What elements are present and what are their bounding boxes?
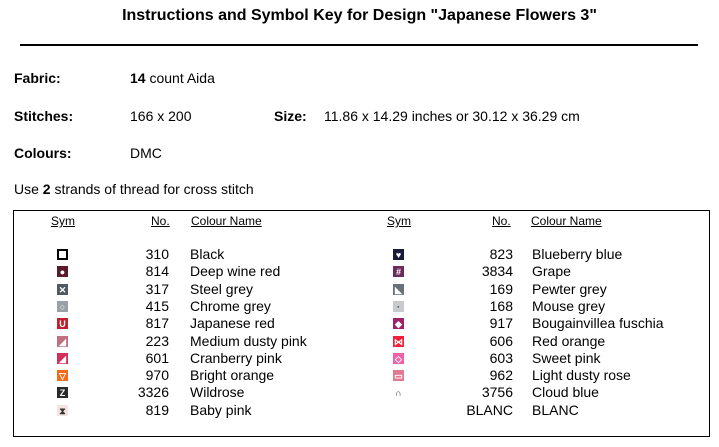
size-label: Size: bbox=[274, 108, 307, 124]
thread-number: 3326 bbox=[137, 384, 169, 401]
thread-number: 606 bbox=[489, 332, 513, 349]
thread-colour-name: Blueberry blue bbox=[532, 246, 623, 262]
thread-number: 310 bbox=[145, 246, 169, 262]
header-no-right: No. bbox=[492, 214, 511, 228]
stitches-label: Stitches: bbox=[14, 108, 74, 124]
thread-number: 823 bbox=[489, 246, 513, 262]
size-value: 11.86 x 14.29 inches or 30.12 x 36.29 cm bbox=[324, 108, 580, 124]
thread-colour-name: BLANC bbox=[532, 401, 579, 418]
strands-pre: Use bbox=[14, 181, 43, 197]
thread-colour-name: Cloud blue bbox=[532, 384, 599, 401]
colours-label: Colours: bbox=[14, 145, 72, 161]
thread-symbol-icon: ✕ bbox=[58, 284, 67, 295]
thread-number: 917 bbox=[489, 315, 513, 332]
thread-number: 3756 bbox=[481, 384, 513, 401]
thread-symbol-icon: ● bbox=[57, 266, 68, 277]
strands-count: 2 bbox=[42, 181, 51, 197]
thread-symbol-icon bbox=[393, 405, 404, 416]
thread-symbol-icon: ⋈ bbox=[394, 336, 403, 347]
title-divider bbox=[20, 44, 698, 46]
colours-value: DMC bbox=[130, 145, 162, 161]
thread-number: 223 bbox=[145, 332, 169, 349]
thread-colour-name: Mouse grey bbox=[532, 297, 606, 314]
thread-colour-name: Pewter grey bbox=[532, 280, 607, 297]
thread-symbol-icon: ♥ bbox=[393, 249, 404, 260]
thread-colour-name: Medium dusty pink bbox=[190, 332, 307, 349]
thread-number: 817 bbox=[145, 315, 169, 332]
stitches-value: 166 x 200 bbox=[130, 108, 192, 124]
header-no-left: No. bbox=[151, 214, 170, 228]
thread-symbol-icon: ◣ bbox=[393, 284, 404, 295]
thread-number: 603 bbox=[489, 349, 513, 366]
thread-number: 169 bbox=[489, 280, 513, 297]
thread-colour-name: Japanese red bbox=[190, 315, 275, 332]
thread-colour-name: Sweet pink bbox=[532, 349, 601, 366]
thread-symbol-icon: ◇ bbox=[393, 353, 404, 364]
thread-symbol-icon: ⧗ bbox=[57, 405, 68, 416]
thread-colour-name: Red orange bbox=[532, 332, 606, 349]
thread-number: 317 bbox=[145, 280, 169, 297]
thread-symbol-icon: ◢ bbox=[57, 353, 68, 364]
thread-colour-name: Light dusty rose bbox=[532, 367, 631, 384]
thread-number: 3834 bbox=[481, 263, 513, 280]
fabric-label: Fabric: bbox=[14, 70, 61, 86]
fabric-count: 14 bbox=[130, 70, 146, 86]
thread-number: BLANC bbox=[466, 401, 513, 418]
fabric-type: count Aida bbox=[145, 70, 215, 86]
thread-colour-name: Bright orange bbox=[190, 367, 275, 384]
strands-post: strands of thread for cross stitch bbox=[50, 181, 254, 197]
thread-number: 814 bbox=[145, 263, 169, 280]
thread-symbol-icon: ◢ bbox=[57, 336, 68, 347]
header-name-right: Colour Name bbox=[531, 214, 602, 228]
thread-number: 601 bbox=[145, 349, 169, 366]
thread-symbol-icon: Z bbox=[57, 387, 68, 398]
thread-colour-name: Chrome grey bbox=[190, 297, 271, 314]
header-sym-right: Sym bbox=[387, 214, 411, 228]
thread-number: 819 bbox=[145, 401, 169, 418]
thread-colour-name: Cranberry pink bbox=[190, 349, 282, 366]
strands-instruction bbox=[14, 181, 254, 197]
thread-symbol-icon: ◆ bbox=[393, 318, 404, 329]
thread-symbol-icon: ▽ bbox=[57, 370, 68, 381]
thread-symbol-icon: ○ bbox=[57, 301, 68, 312]
thread-number: 415 bbox=[145, 297, 169, 314]
header-sym-left: Sym bbox=[51, 214, 75, 228]
thread-number: 962 bbox=[489, 367, 513, 384]
thread-number: 970 bbox=[145, 367, 169, 384]
thread-colour-name: Baby pink bbox=[190, 401, 252, 418]
page-title: Instructions and Symbol Key for Design "Japanese Flowers 3" bbox=[122, 7, 597, 24]
thread-colour-name: Black bbox=[190, 246, 225, 262]
thread-symbol-icon: U bbox=[57, 318, 68, 329]
thread-colour-name: Bougainvillea fuschia bbox=[532, 315, 664, 332]
thread-colour-name: Wildrose bbox=[190, 384, 245, 401]
thread-colour-name: Grape bbox=[532, 263, 571, 280]
thread-symbol-icon: ∩ bbox=[393, 387, 404, 398]
thread-symbol-icon bbox=[57, 249, 68, 260]
thread-colour-name: Deep wine red bbox=[190, 263, 281, 280]
thread-symbol-icon: ▭ bbox=[394, 371, 403, 382]
fabric-value bbox=[130, 70, 215, 86]
thread-number: 168 bbox=[489, 297, 513, 314]
thread-symbol-icon: # bbox=[393, 266, 404, 277]
thread-symbol-icon: · bbox=[393, 301, 404, 312]
thread-colour-name: Steel grey bbox=[190, 280, 254, 297]
header-name-left: Colour Name bbox=[191, 214, 262, 228]
